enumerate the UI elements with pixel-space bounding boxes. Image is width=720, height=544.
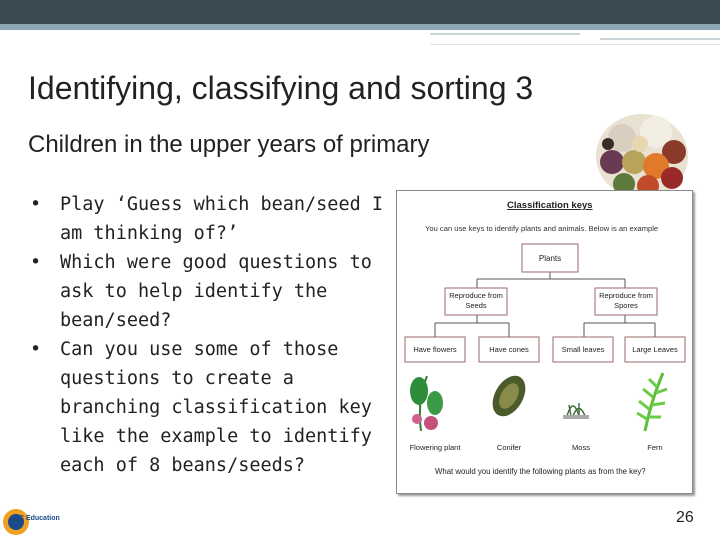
decorative-line — [430, 44, 720, 45]
decorative-line — [600, 38, 720, 40]
key-intro: You can use keys to identify plants and animals. Below is an example — [425, 224, 659, 233]
beans-photo — [594, 110, 690, 200]
moss-icon — [563, 403, 589, 419]
decorative-line — [430, 33, 580, 35]
bullet-icon: • — [30, 339, 42, 360]
classification-key-image — [396, 190, 693, 494]
plant-label-moss: Moss — [572, 443, 590, 452]
key-heading: Classification keys — [507, 200, 593, 211]
bullet-item: • Play ‘Guess which bean/seed I am thinking of?’ — [28, 190, 388, 248]
key-question: What would you identify the following plants as from the key? — [435, 467, 646, 476]
key-root-box: Plants — [538, 254, 562, 263]
conifer-icon — [486, 370, 532, 422]
key-box-flowers: Have flowers — [413, 345, 457, 354]
plant-label-flowering: Flowering plant — [409, 443, 461, 452]
top-banner-accent — [0, 24, 720, 30]
bullet-item: • Can you use some of those questions to create a branching classification key like the example to identify each of 8 beans/seeds? — [28, 335, 388, 480]
key-box-spores: Reproduce from Spores — [599, 291, 653, 310]
logo — [2, 505, 64, 539]
key-box-cones: Have cones — [489, 345, 529, 354]
slide-title: Identifying, classifying and sorting 3 — [28, 70, 534, 106]
key-box-seeds: Reproduce from Seeds — [449, 291, 503, 310]
flowering-plant-icon — [410, 376, 443, 431]
slide-subtitle: Children in the upper years of primary — [28, 131, 430, 158]
bullet-item: • Which were good questions to ask to help identify the bean/seed? — [28, 248, 388, 335]
bullet-icon: • — [30, 194, 42, 215]
top-banner — [0, 0, 720, 24]
fern-icon — [637, 373, 667, 431]
key-box-small-leaves: Small leaves — [561, 345, 605, 354]
logo-text: JNC Education — [10, 515, 60, 522]
plant-label-fern: Fern — [647, 443, 663, 452]
plant-label-conifer: Conifer — [496, 443, 522, 452]
bullet-list — [28, 190, 388, 480]
page-number: 26 — [676, 509, 694, 526]
bullet-icon: • — [30, 252, 42, 273]
key-box-large-leaves: Large Leaves — [632, 345, 678, 354]
